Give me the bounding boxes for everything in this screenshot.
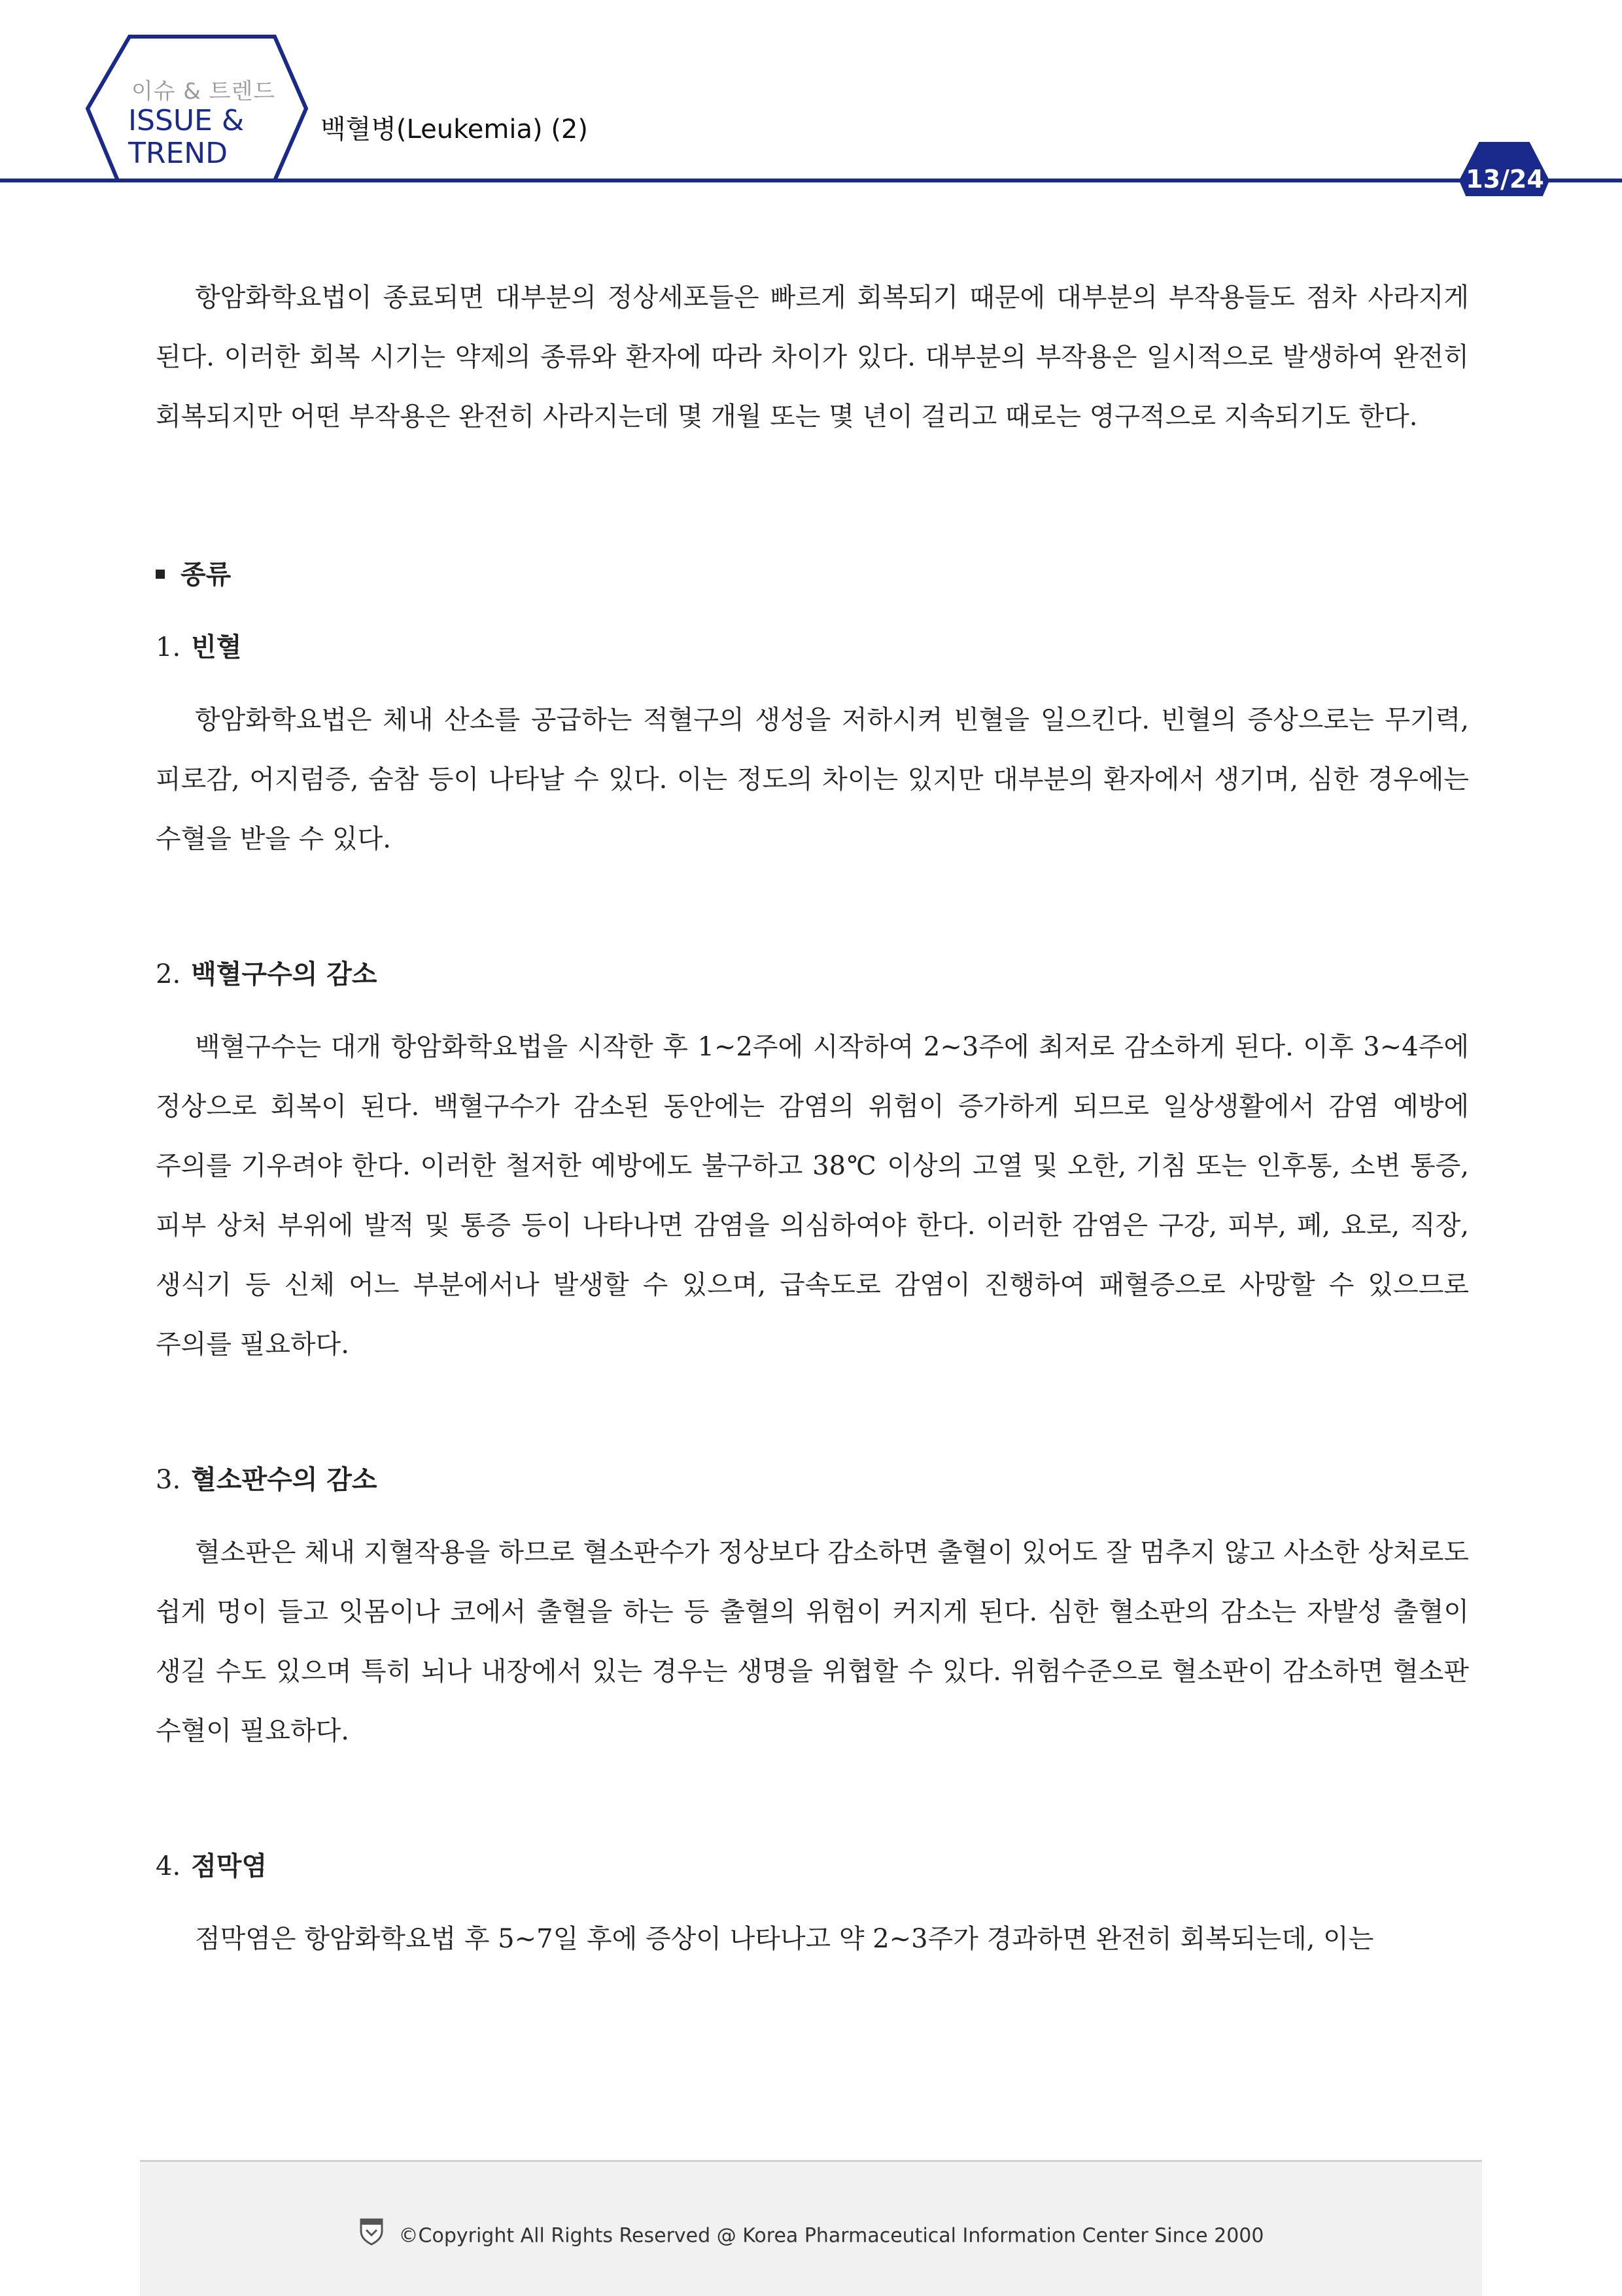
page-number: 13/24 — [1466, 165, 1544, 194]
section-heading-text: 종류 — [181, 559, 232, 590]
item-heading-4 — [156, 1836, 1469, 1896]
item-paragraph-4: 점막염은 항암화학요법 후 5~7일 후에 증상이 나타나고 약 2~3주가 경과하면 완전히 회복되는데, 이는 — [195, 1924, 1374, 1954]
logo-line-2: TREND — [128, 137, 228, 170]
item-paragraph-2: 백혈구수는 대개 항암화학요법을 시작한 후 1~2주에 시작하여 2~3주에 최저로 감소하게 된다. 이후 3~4주에 정상으로 회복이 된다. 백혈구수가 감소된 동안에는 감염의 위험이 증가하게 되므로 일상생활에서 감염 예방에 주의를 기우려야 한다. 이러한 철저한 예방에도 불구하고 38℃ 이상의 고열 및 오한, 기침 또는 인후통, 소변 통증, 피부 상처 부위에 발적 및 통증 등이 나타나면 감염을 의심하여야 한다. 이러한 감염은 구강, 피부, 폐, 요로, 직장, 생식기 등 신체 어느 부분에서나 발생할 수 있으며, 급속도로 감염이 진행하여 패혈증으로 사망할 수 있으므로 주의를 필요하다. — [156, 1032, 1469, 1360]
item-paragraph-3: 혈소판은 체내 지혈작용을 하므로 혈소판수가 정상보다 감소하면 출혈이 있어도 잘 멈추지 않고 사소한 상처로도 쉽게 멍이 들고 잇몸이나 코에서 출혈을 하는 등 출혈의 위험이 커지게 된다. 심한 혈소판의 감소는 자발성 출혈이 생길 수도 있으며 특히 뇌나 내장에서 있는 경우는 생명을 위협할 수 있다. 위험수준으로 혈소판이 감소하면 혈소판 수혈이 필요하다. — [156, 1537, 1469, 1746]
logo-line-1: ISSUE & — [128, 104, 245, 137]
intro-paragraph: 항암화학요법이 종료되면 대부분의 정상세포들은 빠르게 회복되기 때문에 대부분의 부작용들도 점차 사라지게 된다. 이러한 회복 시기는 약제의 종류와 환자에 따라 차이가 있다. 대부분의 부작용은 일시적으로 발생하여 완전히 회복되지만 어떤 부작용은 완전히 사라지는데 몇 개월 또는 몇 년이 걸리고 때로는 영구적으로 지속되기도 한다. — [156, 283, 1469, 432]
item-paragraph-1: 항암화학요법은 체내 산소를 공급하는 적혈구의 생성을 저하시켜 빈혈을 일으킨다. 빈혈의 증상으로는 무기력, 피로감, 어지럼증, 숨참 등이 나타날 수 있다. 이는 정도의 차이는 있지만 대부분의 환자에서 생기며, 심한 경우에는 수혈을 받을 수 있다. — [156, 705, 1469, 854]
item-heading-3 — [156, 1450, 1469, 1510]
page-header — [0, 0, 1622, 196]
copyright-text: ©Copyright All Rights Reserved @ Korea Pharmaceutical Information Center Since 2000 — [398, 2224, 1264, 2248]
item-heading-1 — [156, 617, 1469, 677]
logo-subtitle: 이슈 & 트렌드 — [131, 78, 276, 105]
item-title: 백혈구수의 감소 — [191, 959, 377, 989]
footer-copyright-row — [140, 2219, 1482, 2253]
item-number: 2. — [156, 959, 181, 989]
item-number: 1. — [156, 632, 181, 662]
item-title: 빈혈 — [191, 632, 242, 662]
header-title: 백혈병(Leukemia) (2) — [320, 114, 588, 145]
square-bullet-icon — [156, 570, 165, 579]
item-title: 혈소판수의 감소 — [191, 1464, 377, 1495]
item-title: 점막염 — [191, 1851, 267, 1881]
item-number: 4. — [156, 1851, 181, 1881]
item-heading-2 — [156, 944, 1469, 1004]
shield-icon — [358, 2217, 385, 2251]
item-number: 3. — [156, 1465, 181, 1495]
document-body — [156, 268, 1469, 1969]
page-footer — [140, 2160, 1482, 2296]
section-heading — [156, 545, 1469, 604]
logo-text — [128, 105, 279, 170]
